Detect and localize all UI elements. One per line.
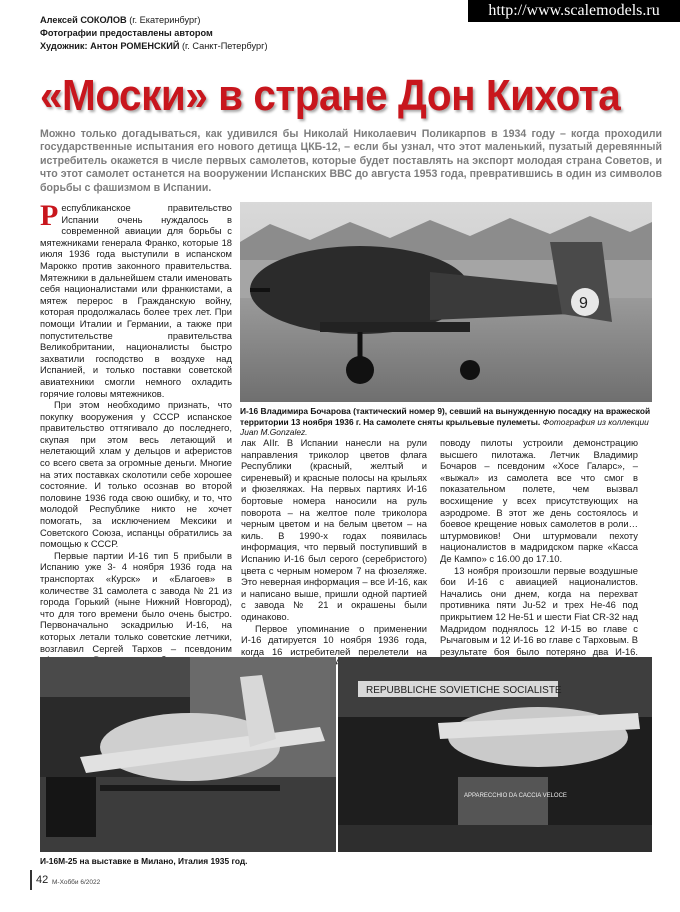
article-headline: «Моски» в стране Дон Кихота [40,71,621,120]
pavilion-banner: REPUBBLICHE SOVIETICHE SOCIALISTE [366,685,562,696]
photo-milan-exhibition-left [40,657,336,852]
text-column-3 [440,437,638,669]
artist-name: Художник: Антон РОМЕНСКИЙ [40,41,180,51]
caption-bottom: И-16М-25 на выставке в Милано, Италия 1935 год. [40,856,248,866]
caption-top-credit: Фотография из коллекции Juan M.Gonzalez. [240,416,649,437]
page-number: 42 [36,874,49,886]
paragraph: поводу пилоты устроили демонстрацию высшего пилотажа. Летчик Владимир Бочаров – псевдоним «Хосе Галарс», – «выжал» из самолета все что смог в показательном полете, чем вызвал восхищение у всех присутствующих на аэродроме. В этот же день состоялось и боевое крещение новых самолетов в роли… штурмовиков! Они штурмовали пехоту националистов в мадридском парке «Касса Де Кампо» с 16.00 до 17.10. [440,437,638,564]
paragraph: Республиканское правительство Испании очень нуждалось в современной авиации для борьбы с мятежниками генерала Франко, которые 18 июля 1936 года выступили в испанском Марокко против законного правительства. Мятежники в дальнейшем стали именовать себя националистами или франкистами, а мятеж перерос в Гражданскую войну, которая продолжалась более трех лет. При помощи Италии и Германии, а также при попустительстве правительства Великобритании, националисты быстро захватили господство в воздухе над Испанией, и только поставки советской авиатехники смогли немного охладить горячие головы мятежников. [40,199,232,399]
watermark: http://www.scalemodels.ru [468,0,680,22]
text-column-2 [241,437,427,680]
photo-credit: Фотографии предоставлены автором [40,28,213,38]
folio-divider [30,870,32,890]
photo-i16-bocharov [240,202,652,402]
paragraph: При этом необходимо признать, что покупку вооружения у СССР испанское правительство оттягивало до последнего, скупая при этом весь летающий и нелетающий хлам у дельцов и аферистов со всего света за огромные деньги. Многие на этих поставках сколотили себе хорошее состояние. И только осознав во второй половине 1936 года свою ошибку, и то, что молодой Республике никто не хочет помогать, за исключением Мексики и Советского Союза, испанцы обратились за помощью к СССР. [40,399,232,550]
paragraph: 13 ноября произошли первые воздушные бои И-16 с авиацией националистов. Начались они днем, когда на перехват противника пяти Ju-52 и трех He-46 под прикрытием 12 He-51 и шести Fiat CR-32 над Мадридом поднялось 12 И-15 во главе с Рычаговым и 12 И-16 во главе с Тарховым. В результате боя было потеряно два И-16. [440,564,638,657]
author-name: Алексей СОКОЛОВ [40,15,127,25]
credits [40,14,268,53]
caption-top [240,406,652,438]
lede-text: Можно только догадываться, как удивился бы Николай Николаевич Поликарпов в 1934 году – когда проходили государственные испытания его нового детища ЦКБ-12, – если бы узнал, что этот маленький, пузатый деревянный истребитель окажется в числе первых самолетов, которые будет поставлять на экспорт молодая страна Советов, и что этот самолет останется на вооружении Испанских ВВС до августа 1953 года, превратившись в один из символов борьбы с фашизмом в Испании. [40,128,662,194]
author-place: (г. Екатеринбург) [126,15,201,25]
dropcap: Р [40,199,59,232]
caption-top-text: И-16 Владимира Бочарова (тактический номер 9), севший на вынужденную посадку на вражеской территории 13 ноября 1936 г. На самолете сняты крыльевые пулеметы. [240,406,651,427]
magazine-issue: М-Хобби 6/2022 [52,879,101,886]
paragraph: лак AIIг. В Испании нанесли на рули направления триколор цветов флага Республики (красный, желтый и сиреневый) и красные полосы на крыльях и фюзеляжах. На первых партиях И-16 бортовые номера наносили на руль поворота – на желтое поле триколора черным цветом и на белым цветом – на киль. В 1990-х годах появилась информация, что первый поступивший в Испанию И-16 был серого (серебристого) цвета с черным номером 7 на фюзеляже. Это неверная информация – все И-16, как и написано выше, пришли одной партией с завода № 21 и окрашены были одинаково. [241,437,427,622]
paragraph: Первые партии И-16 тип 5 прибыли в Испанию уже 3- 4 ноября 1936 года на транспортах «Курск» и «Благоев» в количестве 31 самолета с завода № 21 из города Горький (ныне Нижний Новгород), что для того времени было очень быстро. Первоначально эскадрилью И-16, на которых летали только советские летчики, возглавил Сергей Тархов – псевдоним [40,549,232,654]
stand-plaque: APPARECCHIO DA CACCIA VELOCE [464,793,567,799]
artist-place: (г. Санкт-Петербург) [179,41,268,51]
tail-number: 9 [579,295,588,312]
article-lede [40,128,662,195]
paragraph: Первое упоминание о применении И-16 датируется 10 ноября 1936 года, когда 16 истребителей перелетели на [241,622,427,657]
text-column-1 [40,199,232,701]
photo-milan-exhibition-right [338,657,652,852]
